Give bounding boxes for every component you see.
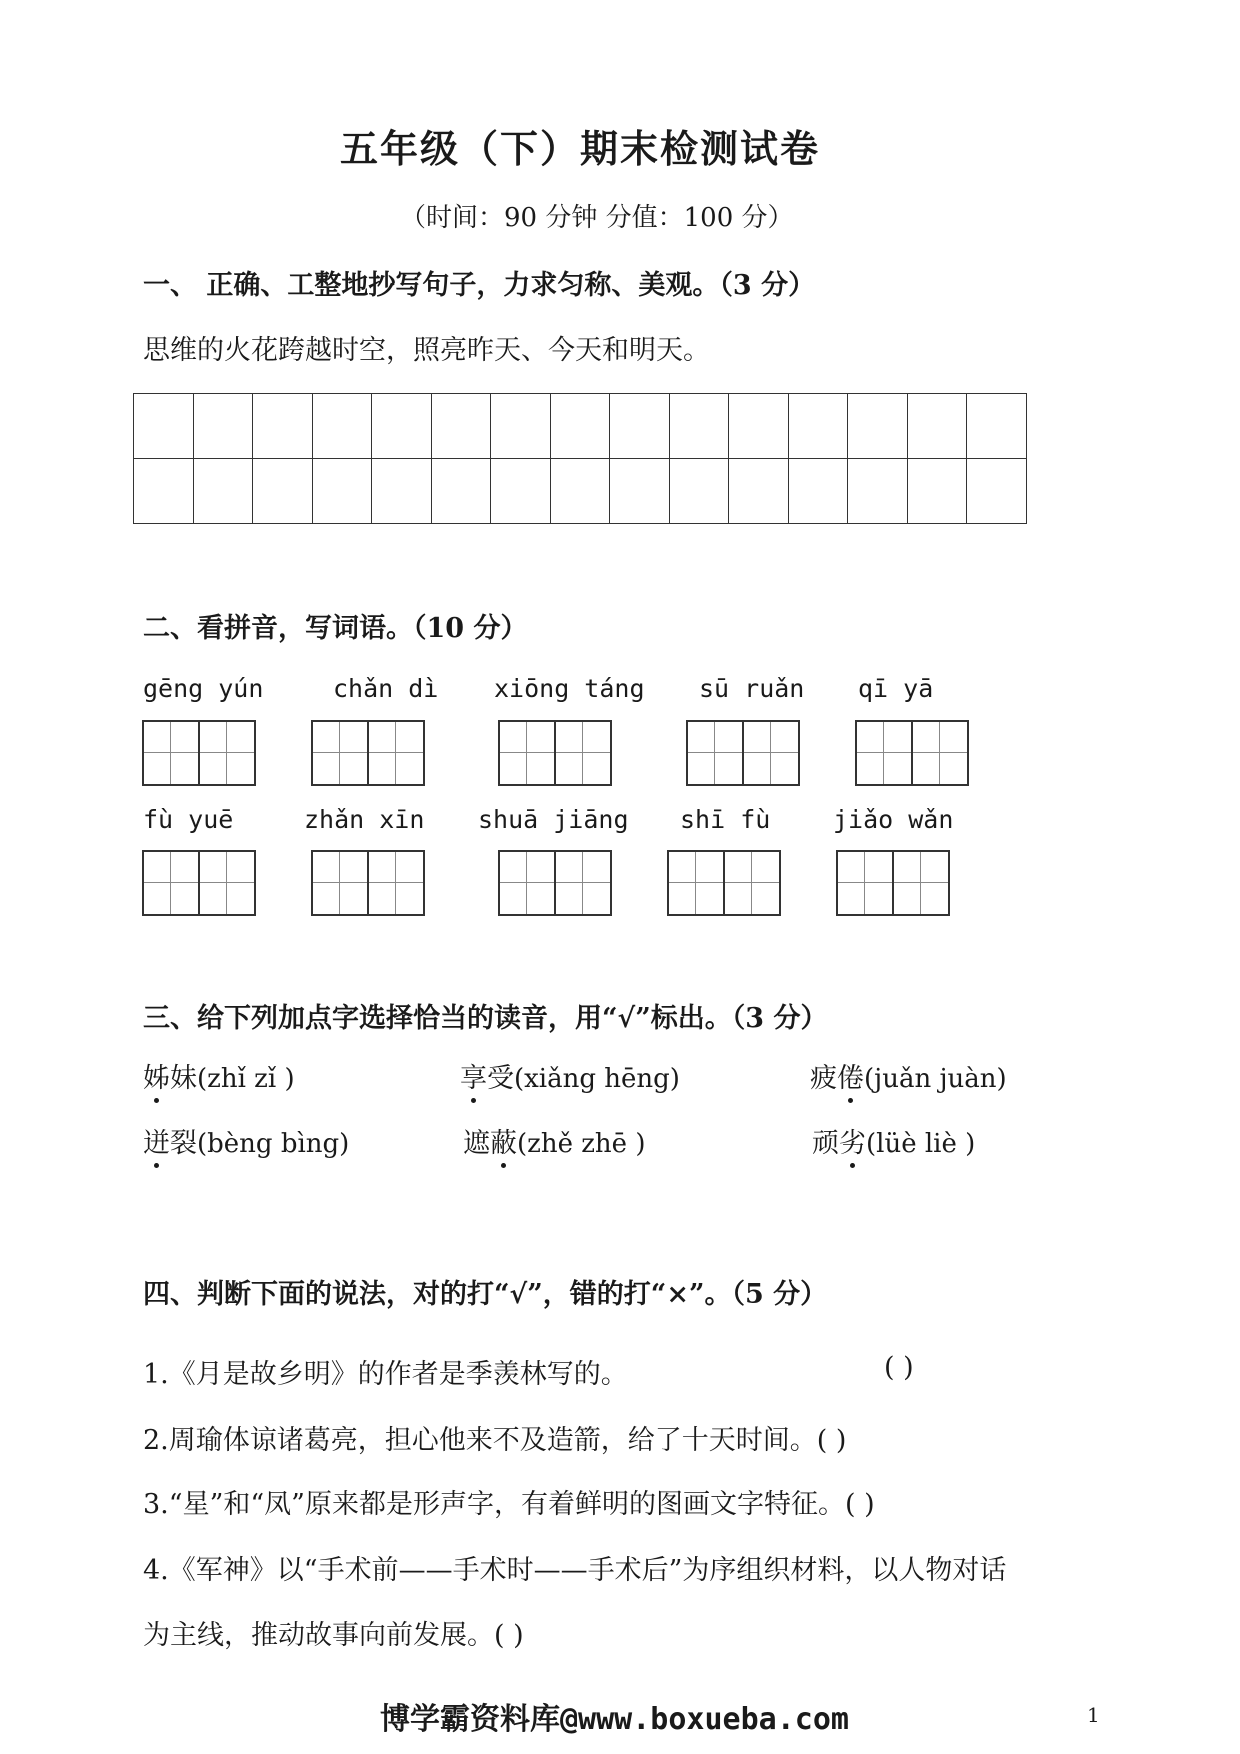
pronunciation-options[interactable]: (zhě zhē ) bbox=[517, 1129, 646, 1159]
tianzige-cell[interactable] bbox=[500, 722, 554, 784]
grid-cell[interactable] bbox=[848, 459, 908, 524]
grid-cell[interactable] bbox=[669, 394, 729, 459]
section3-heading: 三、给下列加点字选择恰当的读音，用“√”标出。（3 分） bbox=[143, 1003, 828, 1034]
tianzige-cell[interactable] bbox=[144, 852, 198, 914]
judge-question-4: 4.《军神》以“手术前——手术时——手术后”为序组织材料，以人物对话 bbox=[143, 1555, 1007, 1586]
grid-cell[interactable] bbox=[491, 459, 551, 524]
pinyin-label: qī yā bbox=[858, 674, 934, 703]
tianzige-box[interactable] bbox=[311, 720, 425, 786]
grid-cell[interactable] bbox=[967, 459, 1027, 524]
grid-cell[interactable] bbox=[550, 459, 610, 524]
dotted-character: 劣 bbox=[839, 1121, 866, 1160]
pinyin-label: fù yuē bbox=[143, 805, 234, 834]
tianzige-cell[interactable] bbox=[892, 852, 948, 914]
judge-question-1: 1.《月是故乡明》的作者是季羡林写的。 bbox=[143, 1359, 628, 1390]
watermark: 博学霸资料库@www.boxueba.com bbox=[380, 1702, 849, 1737]
grid-cell[interactable] bbox=[907, 394, 967, 459]
tianzige-cell[interactable] bbox=[367, 852, 423, 914]
pinyin-label: zhǎn xīn bbox=[304, 805, 425, 834]
tianzige-box[interactable] bbox=[686, 720, 800, 786]
pinyin-label: shī fù bbox=[680, 805, 771, 834]
grid-row bbox=[134, 459, 1027, 524]
word-part: 妹 bbox=[170, 1063, 197, 1094]
dotted-character: 迸 bbox=[143, 1121, 170, 1160]
tianzige-box[interactable] bbox=[498, 720, 612, 786]
tianzige-box[interactable] bbox=[142, 850, 256, 916]
grid-cell[interactable] bbox=[907, 459, 967, 524]
grid-cell[interactable] bbox=[312, 394, 372, 459]
tianzige-cell[interactable] bbox=[198, 722, 254, 784]
page-number: 1 bbox=[1087, 1703, 1100, 1727]
dotted-character: 享 bbox=[460, 1056, 487, 1095]
word-part: 裂 bbox=[170, 1128, 197, 1159]
grid-cell[interactable] bbox=[610, 394, 670, 459]
section2-heading: 二、看拼音，写词语。（10 分） bbox=[143, 613, 528, 644]
tianzige-box[interactable] bbox=[855, 720, 969, 786]
tianzige-cell[interactable] bbox=[313, 852, 367, 914]
grid-cell[interactable] bbox=[967, 394, 1027, 459]
grid-cell[interactable] bbox=[372, 394, 432, 459]
tianzige-cell[interactable] bbox=[313, 722, 367, 784]
pronunciation-options[interactable]: (zhǐ zǐ ) bbox=[197, 1064, 295, 1094]
word-part: 遮 bbox=[463, 1128, 490, 1159]
pronunciation-options[interactable]: (juǎn juàn) bbox=[864, 1064, 1007, 1094]
grid-cell[interactable] bbox=[253, 459, 313, 524]
grid-cell[interactable] bbox=[431, 459, 491, 524]
tianzige-cell[interactable] bbox=[838, 852, 892, 914]
section1-sentence: 思维的火花跨越时空，照亮昨天、今天和明天。 bbox=[143, 335, 710, 366]
grid-cell[interactable] bbox=[550, 394, 610, 459]
dotted-character: 倦 bbox=[837, 1056, 864, 1095]
pronunciation-item bbox=[463, 1121, 645, 1160]
page-title: 五年级（下）期末检测试卷 bbox=[340, 126, 821, 171]
tianzige-box[interactable] bbox=[311, 850, 425, 916]
tianzige-box[interactable] bbox=[667, 850, 781, 916]
dotted-character: 姊 bbox=[143, 1056, 170, 1095]
tianzige-cell[interactable] bbox=[857, 722, 911, 784]
tianzige-box[interactable] bbox=[142, 720, 256, 786]
tianzige-cell[interactable] bbox=[500, 852, 554, 914]
grid-cell[interactable] bbox=[788, 459, 848, 524]
grid-cell[interactable] bbox=[134, 394, 194, 459]
tianzige-cell[interactable] bbox=[911, 722, 967, 784]
grid-cell[interactable] bbox=[729, 394, 789, 459]
grid-cell[interactable] bbox=[253, 394, 313, 459]
grid-cell[interactable] bbox=[193, 394, 253, 459]
pinyin-label: sū ruǎn bbox=[699, 674, 805, 703]
word-part: 受 bbox=[487, 1063, 514, 1094]
answer-blank[interactable]: ( ) bbox=[884, 1352, 914, 1383]
dotted-character: 蔽 bbox=[490, 1121, 517, 1160]
grid-row bbox=[134, 394, 1027, 459]
tianzige-cell[interactable] bbox=[198, 852, 254, 914]
pronunciation-item bbox=[143, 1121, 349, 1160]
judge-question-4-continued: 为主线，推动故事向前发展。( ) bbox=[143, 1620, 524, 1651]
pronunciation-options[interactable]: (lüè liè ) bbox=[866, 1129, 976, 1159]
tianzige-box[interactable] bbox=[498, 850, 612, 916]
judge-question-2: 2.周瑜体谅诸葛亮，担心他来不及造箭，给了十天时间。( ) bbox=[143, 1425, 847, 1456]
tianzige-cell[interactable] bbox=[688, 722, 742, 784]
tianzige-cell[interactable] bbox=[554, 852, 610, 914]
word-part: 顽 bbox=[812, 1128, 839, 1159]
grid-cell[interactable] bbox=[788, 394, 848, 459]
grid-cell[interactable] bbox=[491, 394, 551, 459]
grid-cell[interactable] bbox=[134, 459, 194, 524]
tianzige-cell[interactable] bbox=[144, 722, 198, 784]
copy-writing-grid[interactable] bbox=[133, 393, 1027, 524]
pinyin-label: jiǎo wǎn bbox=[833, 805, 954, 834]
grid-cell[interactable] bbox=[848, 394, 908, 459]
grid-cell[interactable] bbox=[372, 459, 432, 524]
grid-cell[interactable] bbox=[312, 459, 372, 524]
pronunciation-options[interactable]: (bèng bìng) bbox=[197, 1129, 350, 1159]
pronunciation-item bbox=[143, 1056, 295, 1095]
pronunciation-item bbox=[460, 1056, 680, 1095]
word-part: 疲 bbox=[810, 1063, 837, 1094]
tianzige-cell[interactable] bbox=[367, 722, 423, 784]
tianzige-cell[interactable] bbox=[742, 722, 798, 784]
grid-cell[interactable] bbox=[193, 459, 253, 524]
pinyin-label: shuā jiāng bbox=[478, 805, 629, 834]
judge-question-3: 3.“星”和“凤”原来都是形声字，有着鲜明的图画文字特征。( ) bbox=[143, 1489, 875, 1520]
grid-cell[interactable] bbox=[610, 459, 670, 524]
pronunciation-item bbox=[810, 1056, 1007, 1095]
tianzige-box[interactable] bbox=[836, 850, 950, 916]
section4-heading: 四、判断下面的说法，对的打“√”，错的打“×”。（5 分） bbox=[143, 1279, 828, 1310]
pronunciation-item bbox=[812, 1121, 975, 1160]
pinyin-label: xiōng táng bbox=[494, 674, 645, 703]
grid-cell[interactable] bbox=[729, 459, 789, 524]
tianzige-cell[interactable] bbox=[554, 722, 610, 784]
grid-cell[interactable] bbox=[431, 394, 491, 459]
pinyin-label: chǎn dì bbox=[333, 674, 439, 703]
tianzige-cell[interactable] bbox=[669, 852, 723, 914]
exam-info: （时间：90 分钟 分值：100 分） bbox=[400, 203, 794, 233]
pinyin-label: gēng yún bbox=[143, 674, 264, 703]
pronunciation-options[interactable]: (xiǎng hēng) bbox=[514, 1064, 680, 1094]
section1-heading: 一、 正确、工整地抄写句子，力求匀称、美观。（3 分） bbox=[143, 270, 816, 301]
grid-cell[interactable] bbox=[669, 459, 729, 524]
tianzige-cell[interactable] bbox=[723, 852, 779, 914]
